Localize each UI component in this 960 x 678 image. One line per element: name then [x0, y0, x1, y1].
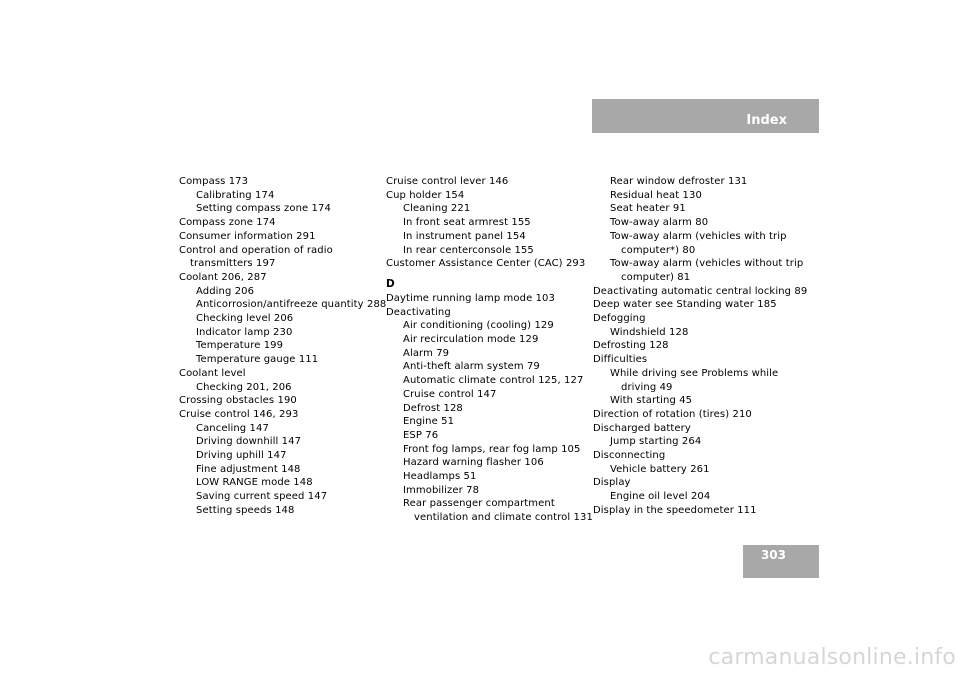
index-entry: Deactivating: [386, 306, 451, 318]
index-subentry: Driving uphill 147: [196, 450, 287, 462]
index-subentry: computer*) 80: [621, 244, 696, 256]
index-entry: Defrosting 128: [593, 340, 669, 352]
index-subentry: Driving downhill 147: [196, 436, 302, 448]
index-entry: Discharged battery: [593, 422, 691, 434]
index-subentry: Windshield 128: [610, 326, 689, 338]
index-entry: Control and operation of radio: [179, 244, 333, 256]
index-subentry: Tow-away alarm (vehicles with trip: [610, 230, 787, 242]
index-entry: Crossing obstacles 190: [179, 395, 297, 407]
index-subentry: In instrument panel 154: [403, 230, 526, 242]
page-number-box: [743, 545, 819, 578]
index-subentry: In rear centerconsole 155: [403, 244, 534, 256]
index-subentry: Vehicle battery 261: [610, 463, 710, 475]
index-subentry: Setting speeds 148: [196, 504, 295, 516]
index-entry: Deep water see Standing water 185: [593, 299, 777, 311]
index-letter-heading: D: [386, 277, 395, 290]
index-entry: Defogging: [593, 313, 646, 325]
index-entry: Display in the speedometer 111: [593, 504, 757, 516]
index-subentry: Tow-away alarm (vehicles without trip: [610, 258, 804, 270]
index-subentry: Rear passenger compartment: [403, 498, 555, 510]
index-subentry: Headlamps 51: [403, 471, 477, 483]
index-entry: Direction of rotation (tires) 210: [593, 408, 752, 420]
index-subentry: Engine 51: [403, 416, 455, 428]
index-column-3: [593, 175, 808, 518]
index-entry: Daytime running lamp mode 103: [386, 292, 555, 304]
index-subentry: ESP 76: [403, 429, 439, 441]
index-subentry: Seat heater 91: [610, 203, 686, 215]
index-subentry: Engine oil level 204: [610, 491, 711, 503]
index-subentry: Adding 206: [196, 285, 255, 297]
watermark: carmanualsonline.info: [708, 645, 956, 670]
page-title: Index: [746, 113, 787, 128]
index-subentry: Air recirculation mode 129: [403, 334, 539, 346]
index-subentry: Jump starting 264: [610, 436, 702, 448]
index-subentry: Rear window defroster 131: [610, 176, 748, 187]
index-entry: Cup holder 154: [386, 189, 465, 201]
index-subentry: ventilation and climate control 131: [414, 512, 593, 524]
index-subentry: Canceling 147: [196, 422, 269, 434]
index-entry: Cruise control lever 146: [386, 176, 509, 187]
index-subentry: Calibrating 174: [196, 189, 275, 201]
index-subentry: Cleaning 221: [403, 203, 471, 215]
index-subentry: Checking level 206: [196, 313, 294, 325]
index-entry: Compass zone 174: [179, 217, 276, 229]
index-entry: Compass 173: [179, 176, 249, 187]
index-subentry: Hazard warning flasher 106: [403, 457, 544, 469]
index-column-1: [179, 175, 387, 518]
index-subentry: Residual heat 130: [610, 189, 702, 201]
index-subentry: With starting 45: [610, 395, 693, 407]
index-subentry: Temperature gauge 111: [196, 354, 319, 366]
index-entry: Coolant level: [179, 367, 246, 379]
index-entry: Display: [593, 477, 631, 489]
index-subentry: Tow-away alarm 80: [610, 217, 709, 229]
index-subentry: Anticorrosion/antifreeze quantity 288: [196, 299, 387, 311]
index-subentry: Front fog lamps, rear fog lamp 105: [403, 443, 581, 455]
index-subentry: computer) 81: [621, 271, 691, 283]
index-entry: Difficulties: [593, 354, 648, 366]
index-entry: Coolant 206, 287: [179, 271, 267, 283]
index-subentry: While driving see Problems while: [610, 367, 779, 379]
index-subentry: Automatic climate control 125, 127: [403, 375, 584, 387]
index-entry: Deactivating automatic central locking 89: [593, 285, 808, 297]
index-entry: Disconnecting: [593, 450, 666, 462]
index-subentry: Air conditioning (cooling) 129: [403, 320, 554, 332]
index-subentry: Checking 201, 206: [196, 381, 292, 393]
index-subentry: Temperature 199: [196, 340, 284, 352]
index-subentry: Indicator lamp 230: [196, 326, 293, 338]
index-subentry: Immobilizer 78: [403, 484, 480, 496]
index-entry: Cruise control 146, 293: [179, 408, 299, 420]
index-subentry: In front seat armrest 155: [403, 217, 531, 229]
index-entry: transmitters 197: [190, 258, 276, 270]
page-number: 303: [760, 548, 786, 562]
index-subentry: driving 49: [621, 381, 673, 393]
index-entry: Customer Assistance Center (CAC) 293: [386, 258, 586, 270]
index-subentry: Cruise control 147: [403, 388, 497, 400]
index-subentry: Fine adjustment 148: [196, 463, 301, 475]
index-entry: Consumer information 291: [179, 230, 316, 242]
index-subentry: Saving current speed 147: [196, 491, 328, 503]
index-subentry: Alarm 79: [403, 347, 450, 359]
index-subentry: Anti-theft alarm system 79: [403, 361, 540, 373]
index-subentry: LOW RANGE mode 148: [196, 477, 313, 489]
index-subentry: Setting compass zone 174: [196, 203, 331, 215]
index-subentry: Defrost 128: [403, 402, 463, 414]
header-bar: [592, 99, 819, 133]
index-column-2: [386, 175, 591, 525]
